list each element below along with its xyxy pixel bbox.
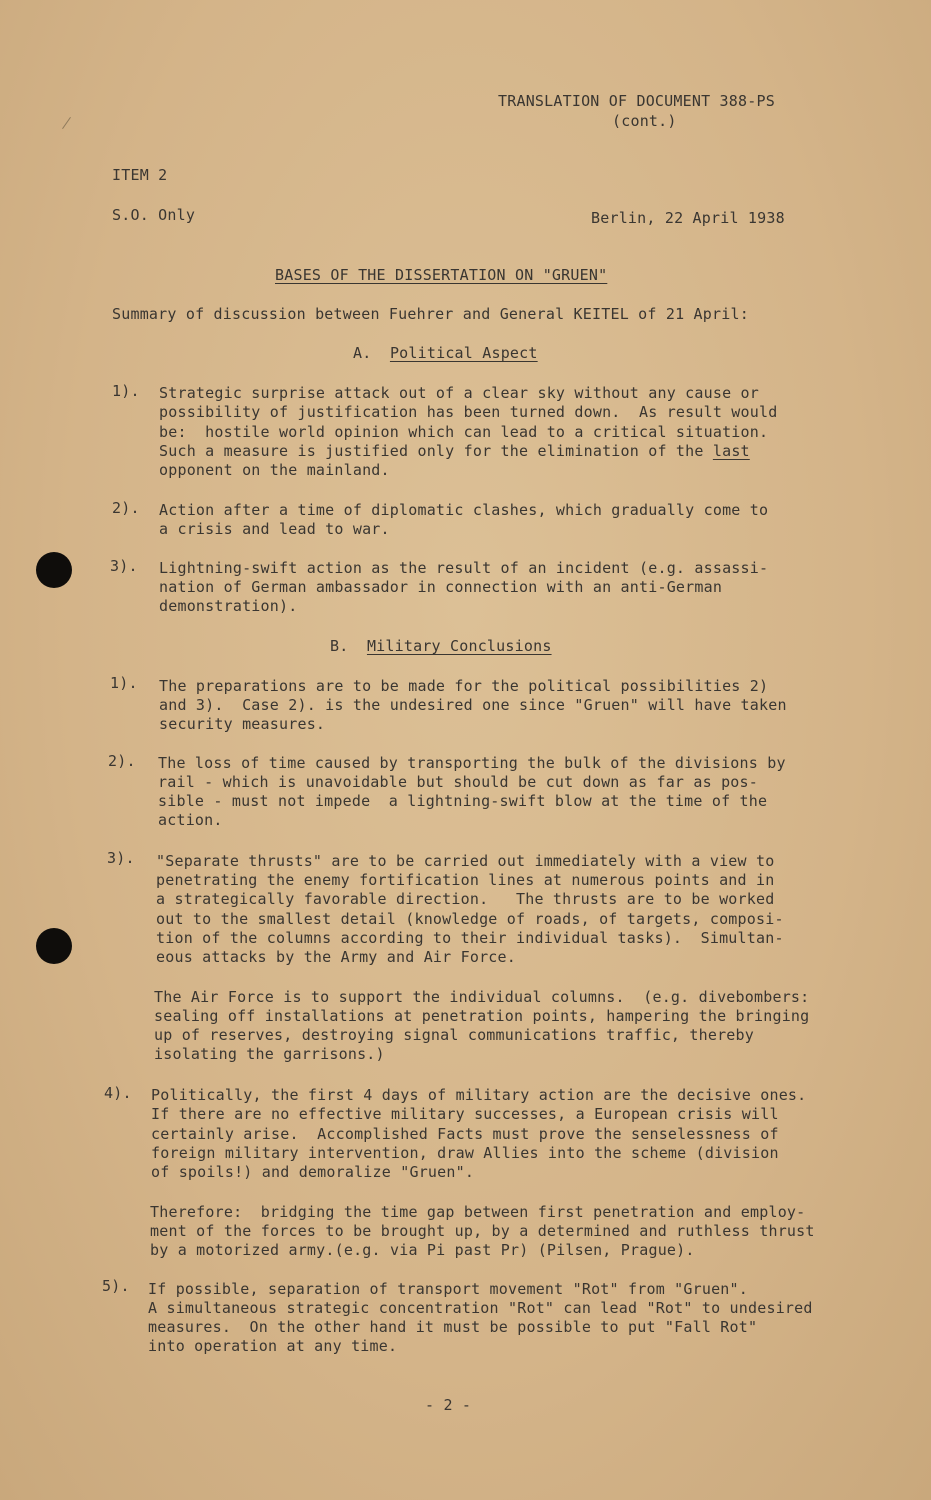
b-item-3-line: tion of the columns according to their individual tasks). Simultan-	[156, 929, 784, 947]
b-item-5-number: 5).	[102, 1277, 130, 1295]
b-item-3-para2-line: up of reserves, destroying signal communications traffic, thereby	[154, 1026, 754, 1044]
b-item-1-number: 1).	[110, 674, 138, 692]
a-item-1-line: Such a measure is justified only for the elimination of the last	[159, 442, 750, 460]
document-title: BASES OF THE DISSERTATION ON "GRUEN"	[275, 266, 608, 284]
a-item-1-line: opponent on the mainland.	[159, 461, 390, 479]
a-item-3-line: demonstration).	[159, 597, 298, 615]
section-b-title: Military Conclusions	[366, 637, 552, 655]
classification: S.O. Only	[112, 206, 196, 224]
translation-header: TRANSLATION OF DOCUMENT 388-PS	[498, 92, 775, 110]
summary-line: Summary of discussion between Fuehrer and General KEITEL of 21 April:	[112, 305, 749, 323]
b-item-4-para2-line: Therefore: bridging the time gap between first penetration and employ-	[150, 1203, 806, 1221]
b-item-5-line: measures. On the other hand it must be possible to put "Fall Rot"	[148, 1318, 758, 1336]
a-item-1-number: 1).	[112, 382, 140, 400]
emphasis-last: last	[712, 442, 750, 460]
b-item-3-line: penetrating the enemy fortification lines at numerous points and in	[156, 871, 775, 889]
place-date: Berlin, 22 April 1938	[591, 209, 785, 227]
b-item-5-line: A simultaneous strategic concentration "Rot" can lead "Rot" to undesired	[148, 1299, 813, 1317]
b-item-4-line: foreign military intervention, draw Allies into the scheme (division	[151, 1144, 779, 1162]
b-item-4-number: 4).	[104, 1084, 132, 1102]
b-item-2-number: 2).	[108, 752, 136, 770]
a-item-1-line: possibility of justification has been turned down. As result would	[159, 403, 778, 421]
a-item-1-line: be: hostile world opinion which can lead to a critical situation.	[159, 423, 769, 441]
b-item-4-line: of spoils!) and demoralize "Gruen".	[151, 1163, 475, 1181]
b-item-1-line: The preparations are to be made for the political possibilities 2)	[159, 677, 769, 695]
b-item-3-para2-line: sealing off installations at penetration points, hampering the bringing	[154, 1007, 810, 1025]
b-item-2-line: action.	[158, 811, 223, 829]
b-item-2-line: rail - which is unavoidable but should be cut down as far as pos-	[158, 773, 758, 791]
page-number: - 2 -	[425, 1396, 472, 1414]
section-b-prefix: B.	[330, 637, 349, 655]
a-item-2-line: a crisis and lead to war.	[159, 520, 390, 538]
a-item-1-line: Strategic surprise attack out of a clear sky without any cause or	[159, 384, 759, 402]
b-item-3-line: eous attacks by the Army and Air Force.	[156, 948, 516, 966]
section-a-title: Political Aspect	[389, 344, 538, 362]
pen-mark	[62, 117, 71, 129]
b-item-3-para2-line: The Air Force is to support the individual columns. (e.g. divebombers:	[154, 988, 810, 1006]
translation-header-cont: (cont.)	[612, 112, 677, 130]
a-item-2-number: 2).	[112, 499, 140, 517]
b-item-4-line: certainly arise. Accomplished Facts must prove the senselessness of	[151, 1125, 779, 1143]
b-item-4-para2-line: ment of the forces to be brought up, by a determined and ruthless thrust	[150, 1222, 815, 1240]
section-a-prefix: A.	[353, 344, 372, 362]
b-item-4-line: Politically, the first 4 days of military action are the decisive ones.	[151, 1086, 807, 1104]
punch-hole-bottom	[36, 928, 72, 964]
b-item-4-line: If there are no effective military successes, a European crisis will	[151, 1105, 779, 1123]
b-item-5-line: into operation at any time.	[148, 1337, 398, 1355]
b-item-3-para2-line: isolating the garrisons.)	[154, 1045, 385, 1063]
b-item-4-para2-line: by a motorized army.(e.g. via Pi past Pr) (Pilsen, Prague).	[150, 1241, 695, 1259]
section-b-heading	[330, 637, 552, 657]
b-item-2-line: sible - must not impede a lightning-swift blow at the time of the	[158, 792, 768, 810]
b-item-2-line: The loss of time caused by transporting the bulk of the divisions by	[158, 754, 786, 772]
b-item-1-line: and 3). Case 2). is the undesired one since "Gruen" will have taken	[159, 696, 787, 714]
a-item-3-number: 3).	[110, 557, 138, 575]
b-item-5-line: If possible, separation of transport movement "Rot" from "Gruen".	[148, 1280, 748, 1298]
b-item-3-line: out to the smallest detail (knowledge of roads, of targets, composi-	[156, 910, 784, 928]
a-item-2-line: Action after a time of diplomatic clashes, which gradually come to	[159, 501, 769, 519]
a-item-3-line: Lightning-swift action as the result of an incident (e.g. assassi-	[159, 559, 769, 577]
punch-hole-top	[36, 552, 72, 588]
b-item-1-line: security measures.	[159, 715, 326, 733]
item-label: ITEM 2	[112, 166, 168, 184]
section-a-heading	[353, 344, 538, 364]
b-item-3-number: 3).	[107, 849, 135, 867]
a-item-3-line: nation of German ambassador in connection with an anti-German	[159, 578, 723, 596]
b-item-3-line: "Separate thrusts" are to be carried out immediately with a view to	[156, 852, 775, 870]
b-item-3-line: a strategically favorable direction. The thrusts are to be worked	[156, 890, 775, 908]
